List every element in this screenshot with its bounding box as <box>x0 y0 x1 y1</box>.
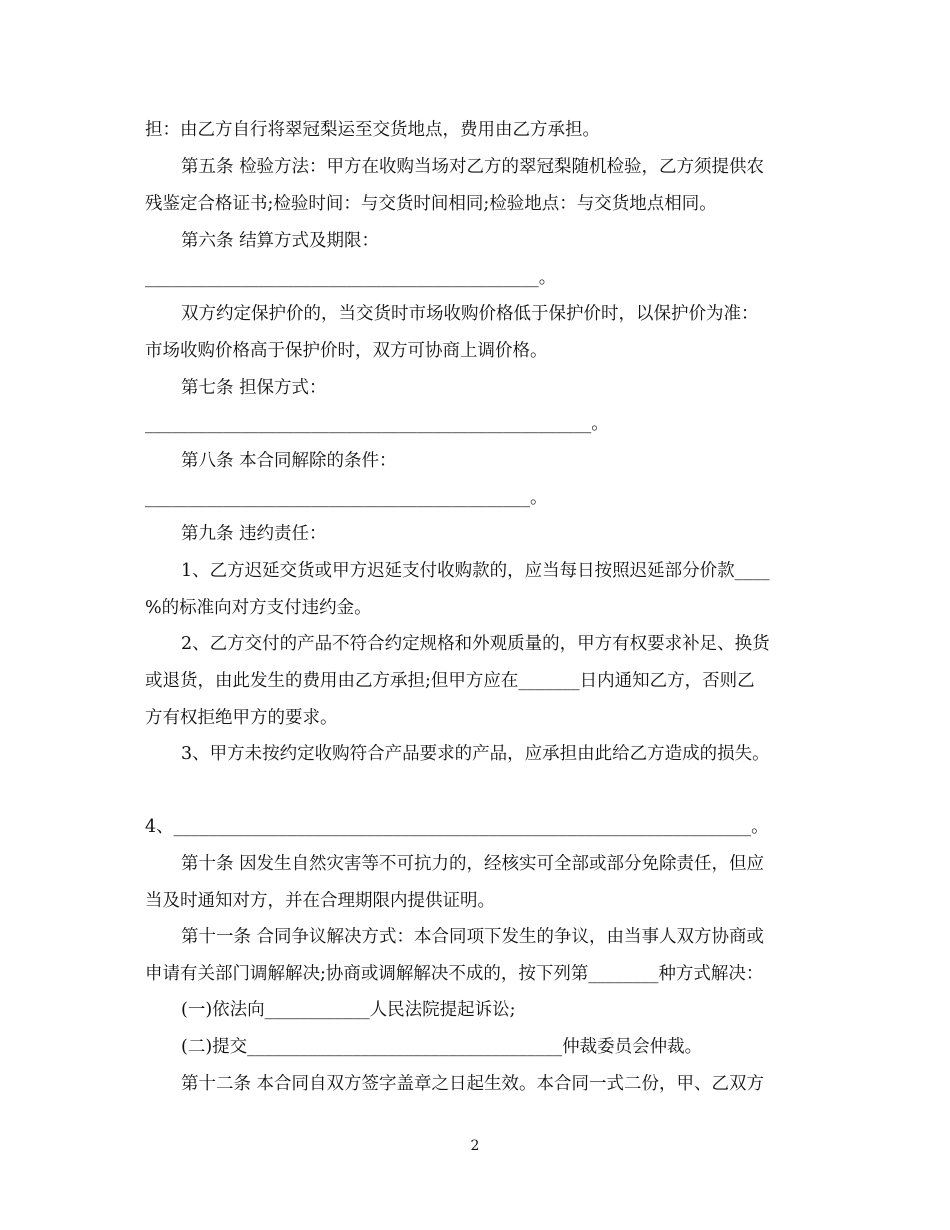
text-line: 当及时通知对方，并在合理期限内提供证明。 <box>145 891 495 911</box>
blank-line: ___________________________________________________。 <box>145 414 609 434</box>
text-line: 第十一条 合同争议解决方式：本合同项下发生的争议，由当事人双方协商或 <box>181 927 765 947</box>
text-line: 第九条 违约责任： <box>181 524 327 544</box>
text-line: (二)提交____________________________________仲裁委员会仲裁。 <box>181 1037 703 1057</box>
text-line: 市场收购价格高于保护价时，双方可协商上调价格。 <box>145 341 548 361</box>
text-line: 3、甲方未按约定收购符合产品要求的产品，应承担由此给乙方造成的损失。 <box>181 744 770 764</box>
text-line: 或退货，由此发生的费用由乙方承担;但甲方应在_______日内通知乙方，否则乙 <box>145 671 755 691</box>
text-line: %的标准向对方支付违约金。 <box>145 598 372 618</box>
page-number: 2 <box>470 1138 480 1154</box>
text-line: 第五条 检验方法：甲方在收购当场对乙方的翠冠梨随机检验，乙方须提供农 <box>181 157 765 177</box>
text-line: 残鉴定合格证书;检验时间：与交货时间相同;检验地点：与交货地点相同。 <box>145 194 717 214</box>
blank-line: ____________________________________________。 <box>145 488 548 508</box>
text-line: (一)依法向____________人民法院提起诉讼; <box>181 1000 516 1020</box>
text-line: 双方约定保护价的，当交货时市场收购价格低于保护价时，以保护价为准： <box>181 304 759 324</box>
text-line: 申请有关部门调解解决;协商或调解解决不成的，按下列第________种方式解决： <box>145 964 764 984</box>
blank-line: 4、__________________________________________________________________。 <box>145 817 769 837</box>
text-line: 1、乙方迟延交货或甲方迟延支付收购款的，应当每日按照迟延部分价款____ <box>181 561 770 581</box>
text-line: 第十二条 本合同自双方签字盖章之日起生效。本合同一式二份，甲、乙双方 <box>181 1074 765 1094</box>
text-line: 第八条 本合同解除的条件： <box>181 451 397 471</box>
text-line: 第十条 因发生自然灾害等不可抗力的，经核实可全部或部分免除责任，但应 <box>181 854 765 874</box>
text-line: 第七条 担保方式： <box>181 378 327 398</box>
text-line: 担：由乙方自行将翠冠梨运至交货地点，费用由乙方承担。 <box>145 120 600 140</box>
blank-line: _____________________________________________。 <box>145 268 557 288</box>
text-line: 方有权拒绝甲方的要求。 <box>145 708 338 728</box>
text-line: 2、乙方交付的产品不符合约定规格和外观质量的，甲方有权要求补足、换货 <box>181 634 770 654</box>
text-line: 第六条 结算方式及期限： <box>181 231 380 251</box>
